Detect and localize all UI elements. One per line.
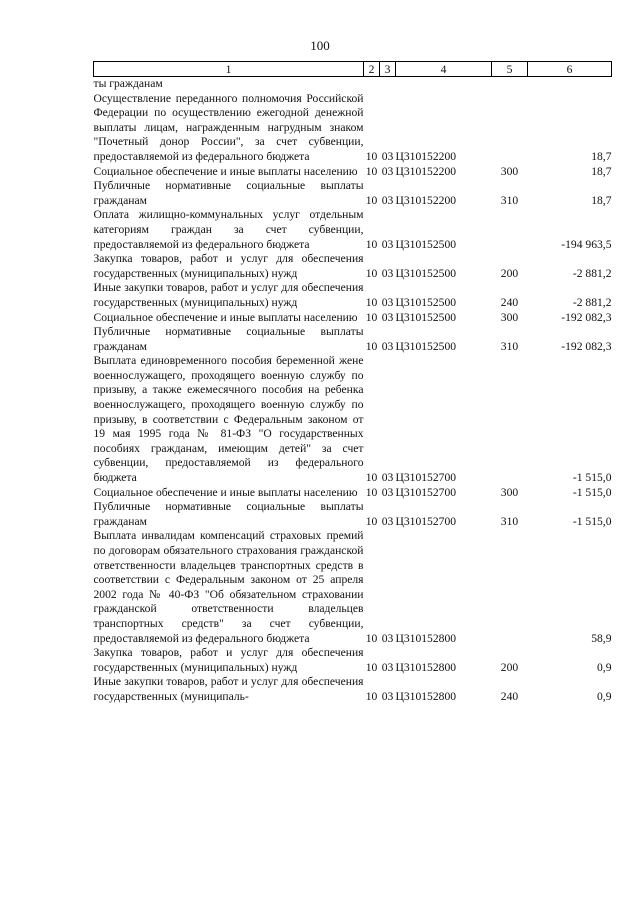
row-target-article-code: Ц310152700 <box>395 471 457 485</box>
table-row <box>94 208 612 252</box>
row-name: Иные закупки товаров, работ и услуг для обеспечения государственных (муниципальных) нужд <box>93 281 364 309</box>
row-expense-type-code <box>492 208 528 252</box>
row-target-article-code: Ц310152800 <box>395 689 457 703</box>
row-target-article-code <box>396 77 492 92</box>
row-name: ты гражданам <box>93 77 163 90</box>
row-amount: -194 963,5 <box>561 237 612 251</box>
row-expense-type-code: 240 <box>500 689 519 703</box>
row-name: Выплата инвалидам компенсаций страховых премий по договорам обязательного страхования гражданской ответственности владельцев транспортных средств в соответствии с Федеральным законом от 25 апреля 2002 года № 40-ФЗ "Об обязательном страховании гражданской ответственности владельцев транспортных средств" за счет субвенции, предоставляемой из федерального бюджета <box>93 529 364 645</box>
row-subsection-code: 03 <box>381 310 394 324</box>
row-section-code <box>364 77 380 92</box>
row-subsection-code <box>380 77 396 92</box>
row-expense-type-code: 310 <box>500 514 519 528</box>
row-subsection-code: 03 <box>381 237 394 251</box>
table-row <box>94 646 612 675</box>
row-target-article-code: Ц310152500 <box>395 295 457 309</box>
column-header-3: 3 <box>380 62 396 77</box>
table-row <box>94 675 612 704</box>
row-section-code: 10 <box>365 689 378 703</box>
column-header-4: 4 <box>396 62 492 77</box>
table-row <box>94 486 612 501</box>
row-subsection-code: 03 <box>381 266 394 280</box>
row-target-article-code: Ц310152700 <box>395 514 457 528</box>
row-name: Оплата жилищно-коммунальных услуг отдельным категориям граждан за счет субвенции, предоставляемой из федерального бюджета <box>93 208 364 251</box>
row-subsection-code: 03 <box>381 164 394 178</box>
row-amount: -1 515,0 <box>572 485 612 499</box>
row-target-article-code: Ц310152500 <box>395 310 457 324</box>
row-subsection-code: 03 <box>381 295 394 309</box>
row-subsection-code: 03 <box>381 689 394 703</box>
row-target-article-code: Ц310152200 <box>395 193 457 207</box>
table-body <box>94 77 612 705</box>
row-amount: 18,7 <box>591 149 612 163</box>
row-expense-type-code <box>492 529 528 646</box>
row-amount: 18,7 <box>591 193 612 207</box>
row-name: Публичные нормативные социальные выплаты гражданам <box>93 179 364 207</box>
row-section-code: 10 <box>365 339 378 353</box>
row-amount: 0,9 <box>597 660 612 674</box>
row-subsection-code: 03 <box>381 631 394 645</box>
row-target-article-code: Ц310152200 <box>395 164 457 178</box>
row-target-article-code: Ц310152800 <box>395 631 457 645</box>
table-row <box>94 179 612 208</box>
row-expense-type-code: 200 <box>500 266 519 280</box>
column-header-5: 5 <box>492 62 528 77</box>
table-row <box>94 165 612 180</box>
page-number: 100 <box>310 38 330 53</box>
row-target-article-code: Ц310152700 <box>395 485 457 499</box>
row-expense-type-code: 200 <box>500 660 519 674</box>
row-subsection-code: 03 <box>381 149 394 163</box>
row-amount <box>528 77 612 92</box>
table-row <box>94 252 612 281</box>
row-section-code: 10 <box>365 295 378 309</box>
row-expense-type-code: 300 <box>500 485 519 499</box>
row-target-article-code: Ц310152500 <box>395 339 457 353</box>
row-amount: 58,9 <box>591 631 612 645</box>
row-target-article-code: Ц310152500 <box>395 266 457 280</box>
row-name: Социальное обеспечение и иные выплаты населению <box>93 485 358 499</box>
row-section-code: 10 <box>365 631 378 645</box>
row-amount: -1 515,0 <box>572 471 612 485</box>
row-expense-type-code: 310 <box>500 193 519 207</box>
row-section-code: 10 <box>365 237 378 251</box>
row-target-article-code: Ц310152200 <box>395 149 457 163</box>
row-amount: -192 082,3 <box>561 339 612 353</box>
row-section-code: 10 <box>365 471 378 485</box>
row-section-code: 10 <box>365 514 378 528</box>
row-section-code: 10 <box>365 149 378 163</box>
column-header-6: 6 <box>528 62 612 77</box>
row-subsection-code: 03 <box>381 485 394 499</box>
row-section-code: 10 <box>365 310 378 324</box>
row-amount: -2 881,2 <box>572 295 612 309</box>
row-expense-type-code <box>492 92 528 165</box>
column-header-2: 2 <box>364 62 380 77</box>
row-section-code: 10 <box>365 193 378 207</box>
row-amount: -2 881,2 <box>572 266 612 280</box>
row-expense-type-code <box>492 354 528 485</box>
table-row <box>94 529 612 646</box>
table-row <box>94 92 612 165</box>
row-name: Публичные нормативные социальные выплаты гражданам <box>93 325 364 353</box>
row-section-code: 10 <box>365 164 378 178</box>
row-amount: 0,9 <box>597 689 612 703</box>
row-name: Закупка товаров, работ и услуг для обеспечения государственных (муниципальных) нужд <box>93 646 364 674</box>
row-name: Социальное обеспечение и иные выплаты населению <box>93 164 358 178</box>
row-name: Осуществление переданного полномочия Российской Федерации по осуществлению ежегодной денежной выплаты лицам, награжденным нагрудным знаком "Почетный донор России", за счет субвенции, предоставляемой из федерального бюджета <box>93 91 364 163</box>
row-section-code: 10 <box>365 660 378 674</box>
row-name: Иные закупки товаров, работ и услуг для обеспечения государственных (муниципаль- <box>93 675 364 703</box>
row-name: Публичные нормативные социальные выплаты гражданам <box>93 500 364 528</box>
row-subsection-code: 03 <box>381 514 394 528</box>
row-name: Закупка товаров, работ и услуг для обеспечения государственных (муниципальных) нужд <box>93 252 364 280</box>
row-expense-type-code: 300 <box>500 164 519 178</box>
row-amount: -1 515,0 <box>572 514 612 528</box>
row-name: Выплата единовременного пособия беременной жене военнослужащего, проходящего военную службу по призыву, а также ежемесячного пособия на ребенка военнослужащего, проходящего военную службу по призыву, в соответствии с Федеральным законом от 19 мая 1995 года № 81-ФЗ "О государственных пособиях гражданам, имеющим детей" за счет субвенции, предоставляемой из федерального бюджета <box>93 354 364 485</box>
row-target-article-code: Ц310152800 <box>395 660 457 674</box>
table-row <box>94 325 612 354</box>
column-header-1: 1 <box>94 62 364 77</box>
row-section-code: 10 <box>365 485 378 499</box>
row-target-article-code: Ц310152500 <box>395 237 457 251</box>
row-expense-type-code: 300 <box>500 310 519 324</box>
column-number-header-row <box>94 62 612 77</box>
row-subsection-code: 03 <box>381 471 394 485</box>
row-expense-type-code: 310 <box>500 339 519 353</box>
table-row <box>94 281 612 310</box>
row-subsection-code: 03 <box>381 339 394 353</box>
table-row <box>94 77 612 92</box>
row-expense-type-code: 240 <box>500 295 519 309</box>
table-row <box>94 500 612 529</box>
row-amount: -192 082,3 <box>561 310 612 324</box>
row-expense-type-code <box>492 77 528 92</box>
row-name: Социальное обеспечение и иные выплаты населению <box>93 310 358 324</box>
table-row <box>94 354 612 485</box>
budget-table <box>93 61 612 705</box>
row-section-code: 10 <box>365 266 378 280</box>
row-subsection-code: 03 <box>381 193 394 207</box>
row-subsection-code: 03 <box>381 660 394 674</box>
row-amount: 18,7 <box>591 164 612 178</box>
table-row <box>94 311 612 326</box>
